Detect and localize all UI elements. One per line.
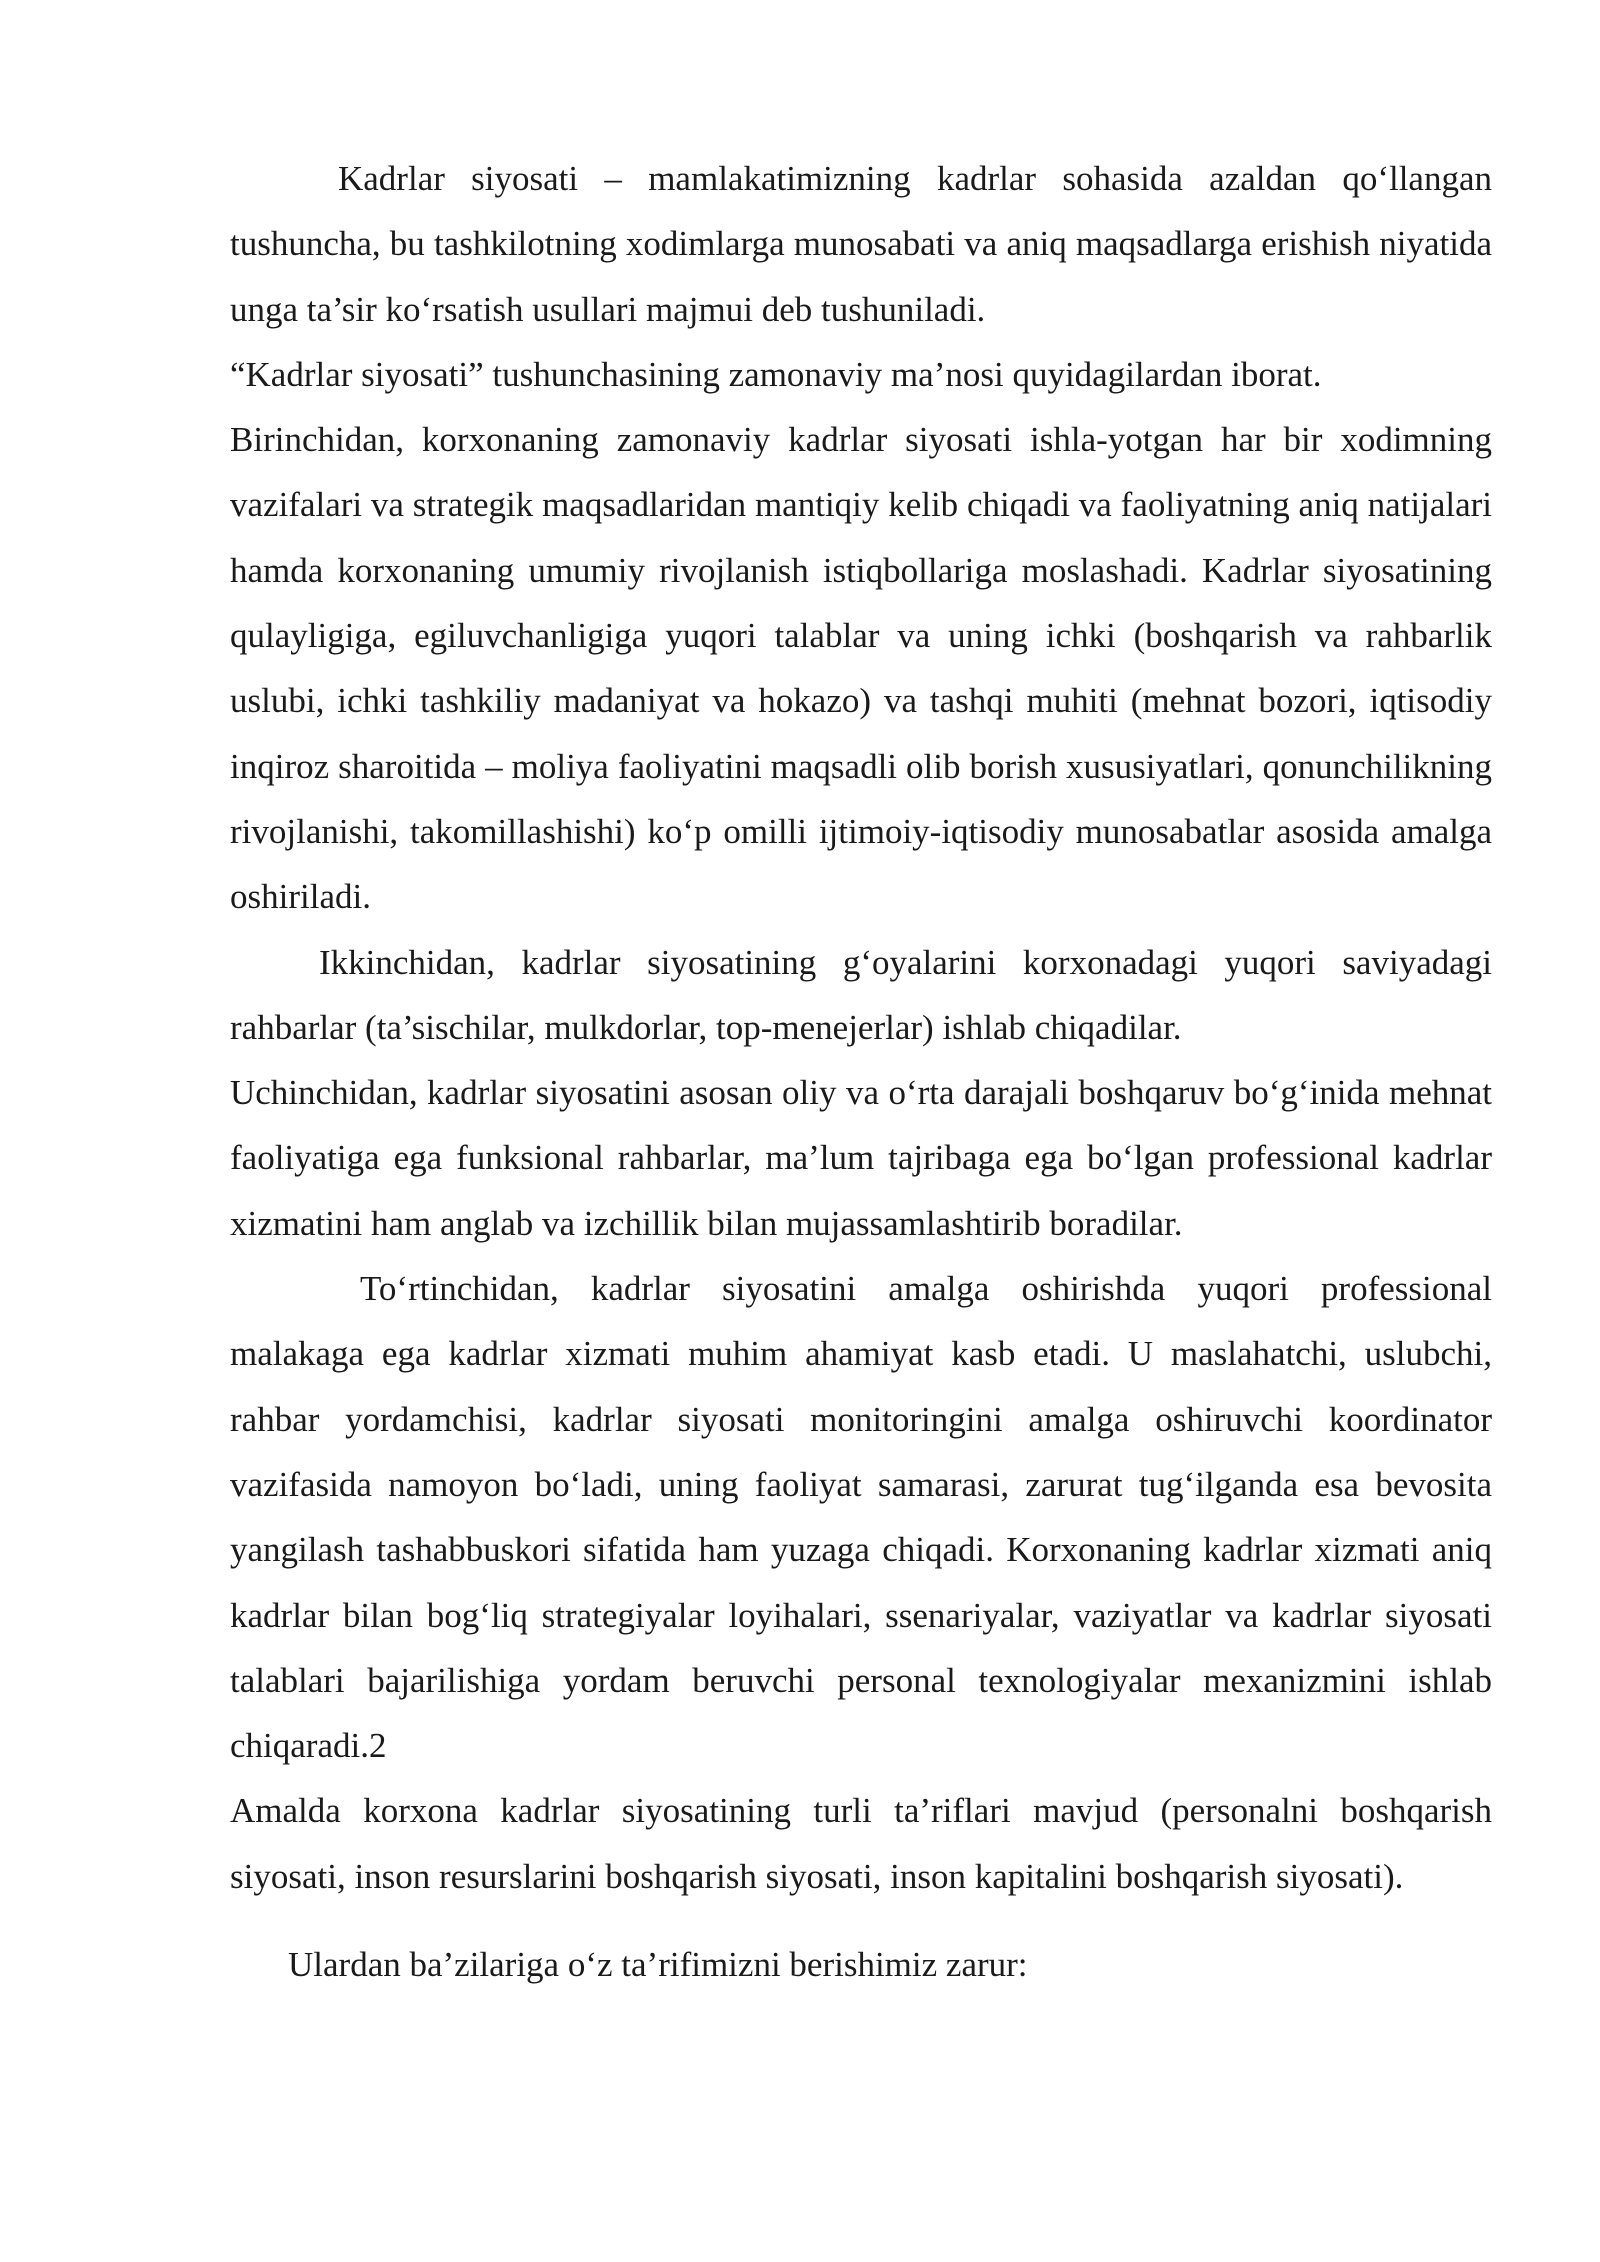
document-body	[230, 146, 1492, 1997]
paragraph-third: Uchinchidan, kadrlar siyosatini asosan oliy va o‘rta darajali boshqaruv bo‘g‘inida mehnat faoliyatiga ega funksional rahbarlar, ma’lum tajribaga ega bo‘lgan professional kadrlar xizmatini ham anglab va izchillik bilan mujassamlashtirib boradilar.	[230, 1073, 1492, 1243]
paragraph-first: Birinchidan, korxonaning zamonaviy kadrlar siyosati ishla-yotgan har bir xodimning vazifalari va strategik maqsadlaridan mantiqiy kelib chiqadi va faoliyatning aniq natijalari hamda korxonaning umumiy rivojlanish istiqbollariga moslashadi. Kadrlar siyosatining qulayligiga, egiluvchanligiga yuqori talablar va uning ichki (boshqarish va rahbarlik uslubi, ichki tashkiliy madaniyat va hokazo) va tashqi muhiti (mehnat bozori, iqtisodiy inqiroz sharoitida – moliya faoliyatini maqsadli olib borish xususiyatlari, qonunchilikning rivojlanishi, takomillashishi) ko‘p omilli ijtimoiy-iqtisodiy munosabatlar asosida amalga oshiriladi.	[230, 420, 1492, 917]
paragraph-fourth: To‘rtinchidan, kadrlar siyosatini amalga oshirishda yuqori professional malakaga ega kadrlar xizmati muhim ahamiyat kasb etadi. U maslahatchi, uslubchi, rahbar yordamchisi, kadrlar siyosati monitoringini amalga oshiruvchi koordinator vazifasida namoyon bo‘ladi, uning faoliyat samarasi, zarurat tug‘ilganda esa bevosita yangilash tashabbuskori sifatida ham yuzaga chiqadi. Korxonaning kadrlar xizmati aniq kadrlar bilan bog‘liq strategiyalar loyihalari, ssenariyalar, vaziyatlar va kadrlar siyosati talablari bajarilishiga yordam beruvchi personal texnologiyalar mexanizmini ishlab chiqaradi.2	[230, 1269, 1492, 1766]
paragraph-second: Ikkinchidan, kadrlar siyosatining g‘oyalarini korxonadagi yuqori saviyadagi rahbarlar (ta’sischilar, mulkdorlar, top-menejerlar) ishlab chiqadilar.	[230, 942, 1492, 1047]
paragraph-definition: Kadrlar siyosati – mamlakatimizning kadrlar sohasida azaldan qo‘llangan tushuncha, bu tashkilotning xodimlarga munosabati va aniq maqsadlarga erishish niyatida unga ta’sir ko‘rsatish usullari majmui deb tushuniladi.	[230, 159, 1492, 329]
paragraph-our-definition: Ulardan ba’zilariga o‘z ta’rifimizni berishimiz zarur:	[288, 1945, 1028, 1985]
paragraph-modern-meaning: “Kadrlar siyosati” tushunchasining zamonaviy ma’nosi quyidagilardan iborat.	[230, 354, 1322, 394]
paragraph-definitions-exist: Amalda korxona kadrlar siyosatining turli ta’riflari mavjud (personalni boshqarish siyosati, inson resurslarini boshqarish siyosati, inson kapitalini boshqarish siyosati).	[230, 1791, 1492, 1896]
